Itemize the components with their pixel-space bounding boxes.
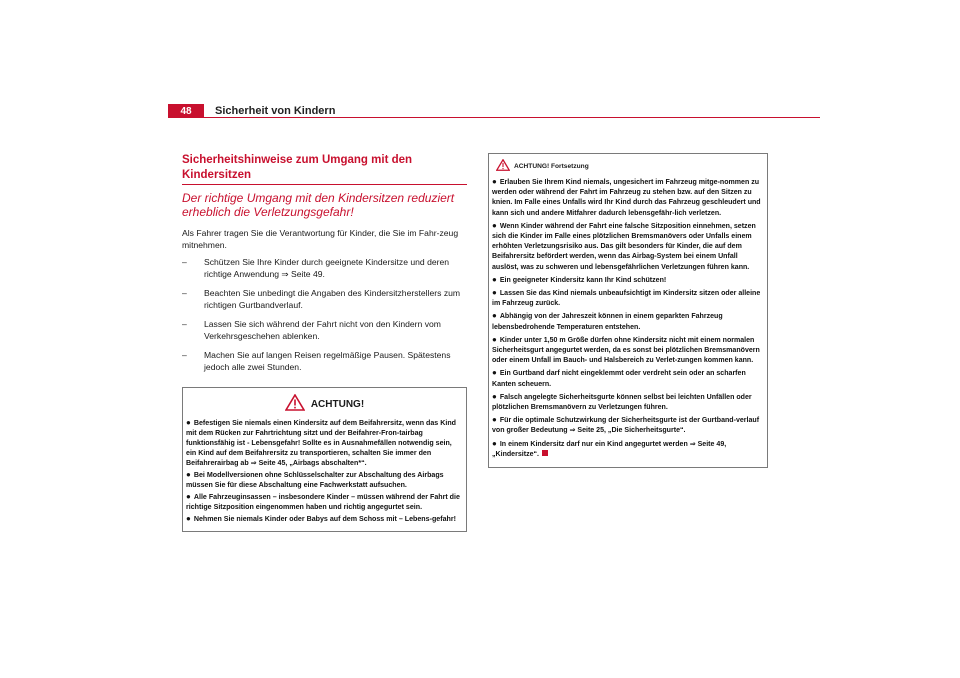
warning-heading [492, 159, 764, 173]
step-text: Lassen Sie sich während der Fahrt nicht von den Kindern vom Verkehrsgeschehen ablenken. [204, 319, 441, 341]
warning-heading-text: ACHTUNG! [310, 398, 365, 410]
list-item [182, 318, 467, 342]
step-text: Beachten Sie unbedingt die Angaben des Kindersitzherstellers zum richtigen Gurtbandverlauf. [204, 288, 461, 310]
warning-heading [186, 394, 463, 414]
warning-item: ● Wenn Kinder während der Fahrt eine falsche Sitzposition einnehmen, setzen sich die Kinder im Falle eines plötzlichen Bremsmanövers oder Unfalls einem erhöhten Verletzungsrisiko aus. Das gilt besonders für Kinder, die auf dem Beifahrersitz befördert werden, wenn das Airbag-System bei einem Unfall auslöst, was zu schweren und lebensgefährlichen Verletzungen führen kann. [492, 220, 756, 271]
warning-item: ● Erlauben Sie Ihrem Kind niemals, ungesichert im Fahrzeug mitge-nommen zu werden oder während der Fahrt im Fahrzeug zu stehen bzw. auf den Sitzen zu knien. Im Falle eines Unfalls wird Ihr Kind durch das Fahrzeug geschleudert und kann sich und andere Mitfahrer dadurch lebensgefähr-lich verletzen. [492, 177, 761, 217]
bullet-icon: ● [492, 415, 497, 425]
bullet-icon: ● [186, 418, 191, 427]
bullet-icon: ● [186, 470, 191, 479]
warning-item: ● Befestigen Sie niemals einen Kindersitz auf dem Beifahrersitz, wenn das Kind mit dem Rücken zur Fahrtrichtung sitzt und der Beifahrer-Fron-tairbag funktionsfähig ist - Lebensgefahr! Sollte es in Ausnahmefällen notwendig sein, ein Kind auf dem Beifahrersitz zu transportieren, schalten Sie immer den Beifahrerairbag ab ⇒ Seite 45, „Airbags abschalten*“. [186, 418, 456, 467]
end-of-section-icon [542, 450, 548, 456]
warning-item: ● Kinder unter 1,50 m Größe dürfen ohne Kindersitz nicht mit einem normalen Sicherheitsgurt angegurtet werden, da es sonst bei plötzlichen Bremsmanövern oder einem Unfall im Bauch- und Halsbereich zu Verlet-zungen kommen kann. [492, 334, 760, 365]
step-list [182, 256, 467, 373]
warning-box [182, 387, 467, 532]
warning-item: ● Ein Gurtband darf nicht eingeklemmt oder verdreht sein oder an scharfen Kanten scheuern. [492, 368, 746, 388]
warning-item: ● Für die optimale Schutzwirkung der Sicherheitsgurte ist der Gurtband-verlauf von großer Bedeutung ⇒ Seite 25, „Die Sicherheitsgurte“. [492, 415, 760, 435]
step-text: Schützen Sie Ihre Kinder durch geeignete Kindersitze und deren richtige Anwendung ⇒ Seite 49. [204, 257, 450, 279]
bullet-icon: ● [492, 288, 497, 298]
warning-list [186, 418, 463, 524]
bullet-icon: ● [492, 438, 497, 448]
bullet-icon: ● [186, 514, 191, 523]
section-title: Sicherheitshinweise zum Umgang mit den Kindersitzen [182, 153, 467, 185]
bullet-icon: ● [492, 391, 497, 401]
warning-item: ● In einem Kindersitz darf nur ein Kind angegurtet werden ⇒ Seite 49, „Kindersitze“. [492, 438, 727, 458]
left-column [182, 153, 467, 532]
list-item [182, 349, 467, 373]
list-item [182, 287, 467, 311]
dash-marker: – [182, 257, 187, 267]
warning-triangle-icon [285, 394, 305, 414]
warning-item: ● Falsch angelegte Sicherheitsgurte können selbst bei leichten Unfällen oder plötzlichen Bremsmanövern zu Verletzungen führen. [492, 391, 752, 412]
bullet-icon: ● [186, 492, 191, 501]
page-number: 48 [168, 104, 204, 118]
warning-item: ● Alle Fahrzeuginsassen – insbesondere Kinder – müssen während der Fahrt die richtige Sitzposition eingenommen haben und richtig angegurtet sein. [186, 492, 460, 511]
intro-paragraph: Als Fahrer tragen Sie die Verantwortung für Kinder, die Sie im Fahr-zeug mitnehmen. [182, 228, 459, 250]
warning-item: ● Abhängig von der Jahreszeit können in einem geparkten Fahrzeug lebensbedrohende Temperaturen entstehen. [492, 311, 723, 331]
warning-item: ● Ein geeigneter Kindersitz kann Ihr Kind schützen! [492, 274, 667, 284]
warning-heading-text: ACHTUNG! Fortsetzung [514, 162, 589, 170]
section-subtitle: Der richtige Umgang mit den Kindersitzen reduziert erheblich die Verletzungsgefahr! [182, 191, 455, 219]
step-text: Machen Sie auf langen Reisen regelmäßige Pausen. Spätestens jedoch alle zwei Stunden. [204, 350, 451, 372]
bullet-icon: ● [492, 220, 497, 230]
bullet-icon: ● [492, 368, 497, 378]
warning-list [492, 177, 764, 460]
warning-item: ● Bei Modellversionen ohne Schlüsselschalter zur Abschaltung des Airbags müssen Sie für diese Abschaltung eine Fachwerkstatt aufsuchen. [186, 470, 444, 489]
bullet-icon: ● [492, 311, 497, 321]
dash-marker: – [182, 350, 187, 360]
bullet-icon: ● [492, 177, 497, 186]
warning-box-continued [488, 153, 768, 468]
list-item [182, 256, 467, 280]
warning-item: ● Lassen Sie das Kind niemals unbeaufsichtigt im Kindersitz sitzen oder alleine im Fahrzeug zurück. [492, 288, 761, 308]
bullet-icon: ● [492, 274, 497, 284]
warning-item: ● Nehmen Sie niemals Kinder oder Babys auf dem Schoss mit – Lebens-gefahr! [186, 514, 456, 523]
dash-marker: – [182, 319, 187, 329]
dash-marker: – [182, 288, 187, 298]
bullet-icon: ● [492, 334, 497, 344]
warning-triangle-icon [496, 159, 510, 173]
chapter-title: Sicherheit von Kindern [215, 105, 336, 117]
